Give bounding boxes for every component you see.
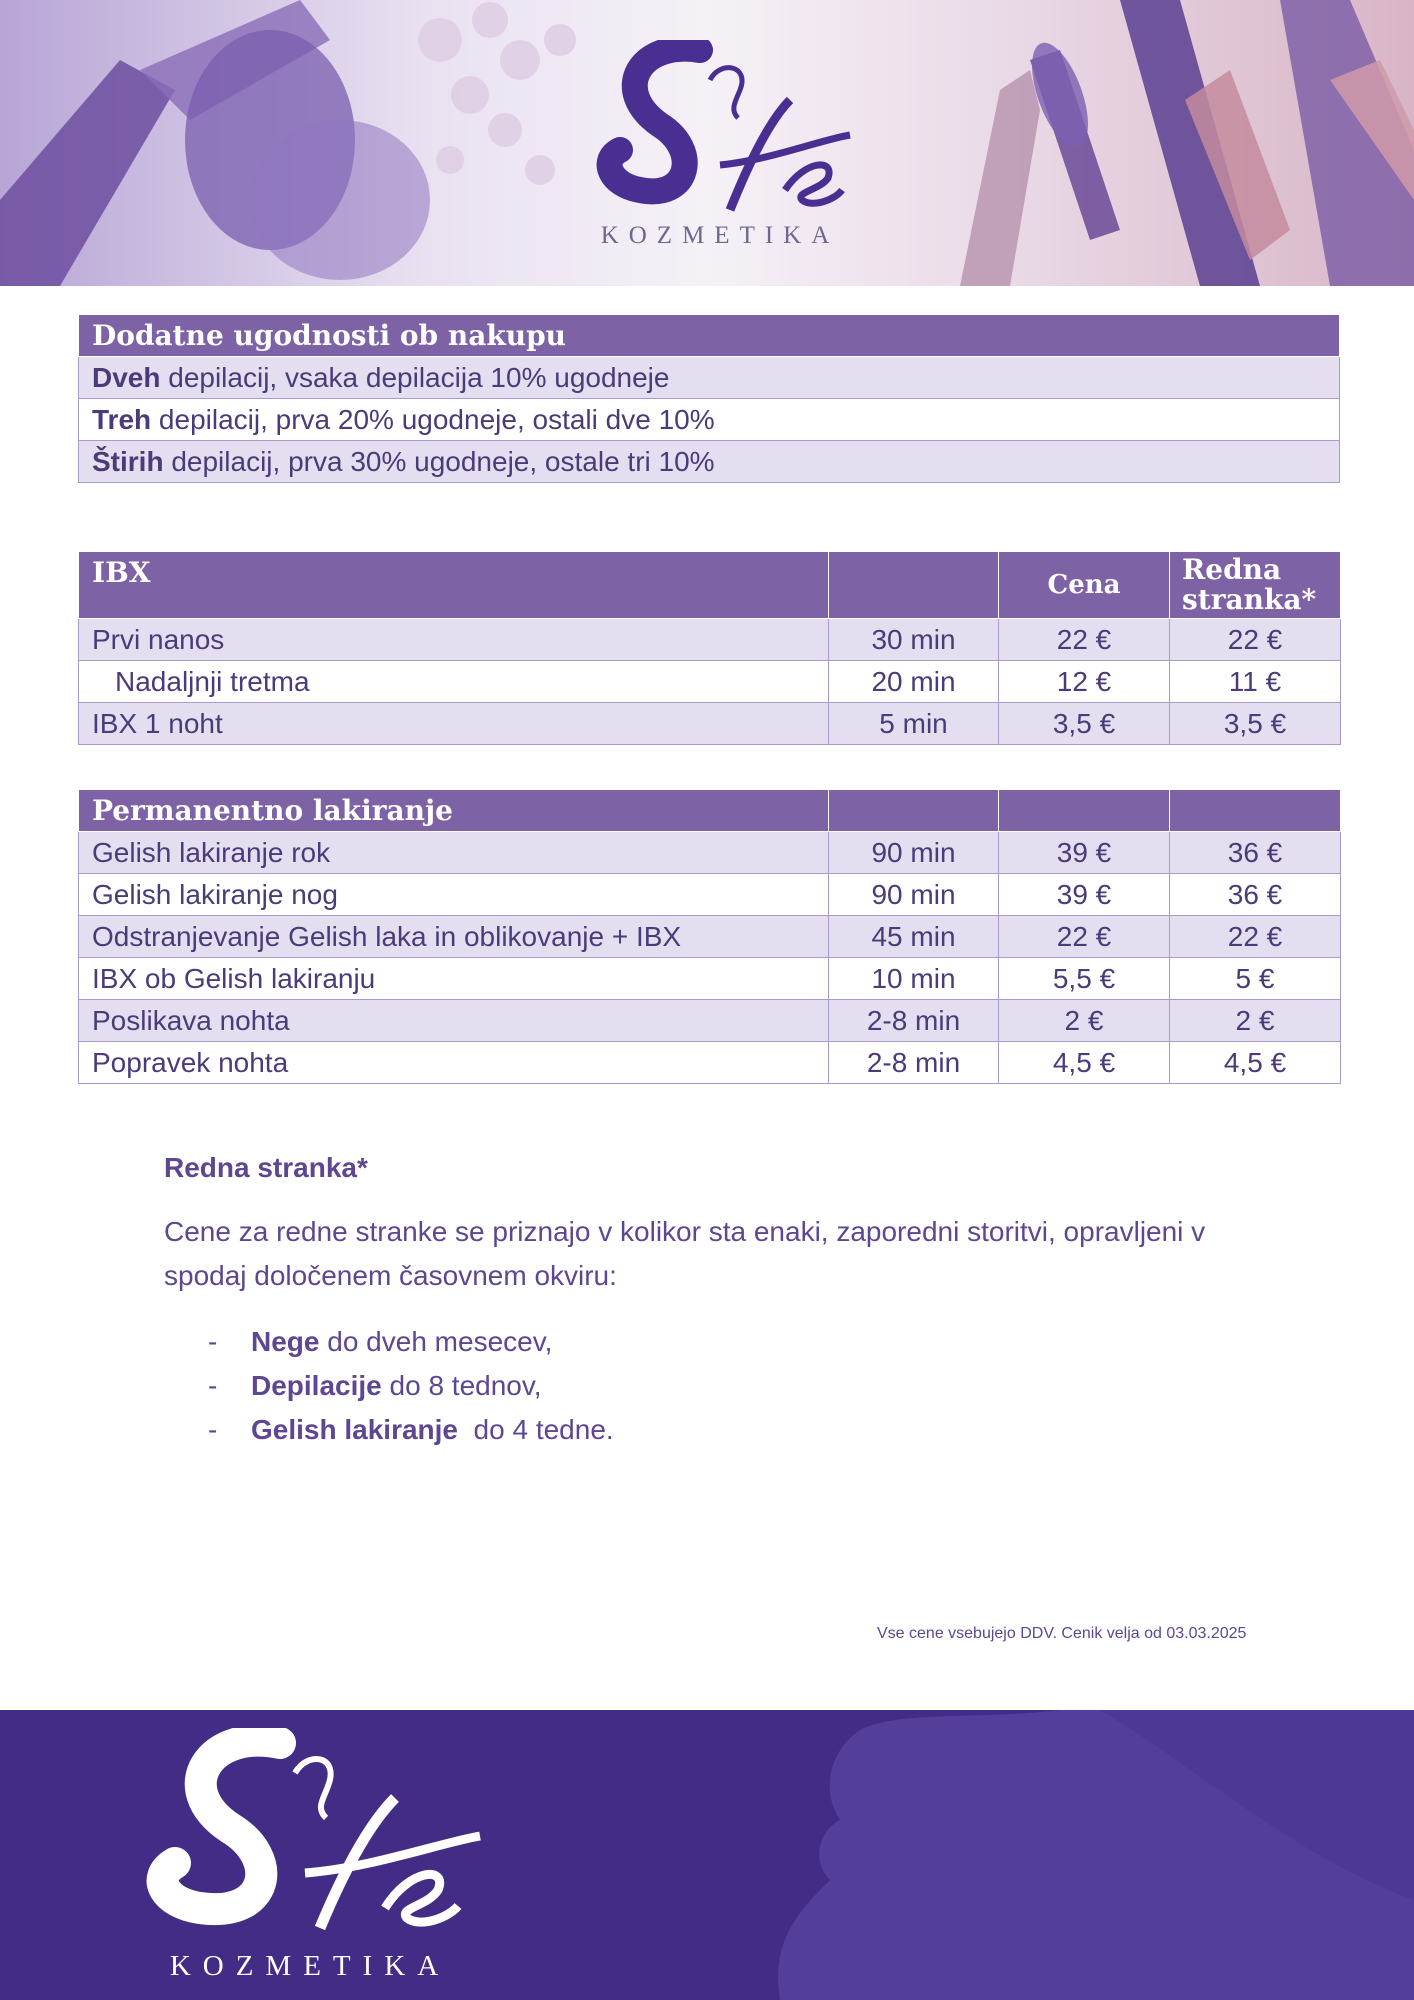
service-time: 5 min [829,703,999,745]
service-time: 20 min [829,661,999,703]
service-price: 2 € [999,1000,1170,1042]
service-name: IBX ob Gelish lakiranju [79,958,829,1000]
service-name: Odstranjevanje Gelish laka in oblikovanje + IBX [79,916,829,958]
note-list [164,1320,1274,1452]
brand-subtitle: KOZMETIKA [600,222,840,249]
header-empty-cell [1170,790,1341,832]
list-item [164,1364,1274,1408]
permanent-polish-table [78,789,1341,1084]
ibx-table [78,551,1341,745]
regular-column-header [1170,552,1341,619]
service-price: 39 € [999,874,1170,916]
service-regular-price: 5 € [1170,958,1341,1000]
service-time: 45 min [829,916,999,958]
discount-text: depilacij, prva 30% ugodneje, ostale tri 10% [163,445,715,477]
table-row [79,441,1340,483]
table-row [79,832,1341,874]
table-row [79,874,1341,916]
list-item-text: do 8 tednov, [381,1370,542,1401]
table-row [79,1000,1341,1042]
discount-count: Štirih [92,445,164,477]
discount-cell [79,357,1340,399]
regular-customer-note [164,1152,1274,1452]
service-time: 90 min [829,874,999,916]
service-name: Gelish lakiranje rok [79,832,829,874]
service-time: 90 min [829,832,999,874]
list-item-text: do dveh mesecev, [319,1326,553,1357]
list-item-text: do 4 tedne. [458,1414,614,1445]
ibx-title: IBX [79,552,829,619]
table-row [79,958,1341,1000]
service-regular-price: 3,5 € [1170,703,1341,745]
discount-cell [79,399,1340,441]
list-item [164,1408,1274,1452]
service-time: 30 min [829,619,999,661]
service-price: 39 € [999,832,1170,874]
service-time: 10 min [829,958,999,1000]
service-price: 5,5 € [999,958,1170,1000]
she-logo-white-icon [130,1728,510,1933]
header-empty-cell [829,552,999,619]
table-row [79,399,1340,441]
header-banner [0,0,1414,286]
service-price: 22 € [999,619,1170,661]
she-logo-icon [580,40,860,220]
table-row [79,703,1341,745]
table-header [79,552,1341,619]
table-row [79,619,1341,661]
table-row [79,661,1341,703]
list-item [164,1320,1274,1364]
list-item-bold: Depilacije [251,1370,382,1401]
table-row [79,357,1340,399]
price-column-header: Cena [999,552,1170,619]
service-name: IBX 1 noht [79,703,829,745]
list-item-bold: Nege [251,1326,320,1357]
note-body: Cene za redne stranke se priznajo v kolikor sta enaki, zaporedni storitvi, opravljeni v spodaj določenem časovnem okviru: [164,1216,1206,1291]
service-regular-price: 22 € [1170,619,1341,661]
discount-cell [79,441,1340,483]
service-name: Gelish lakiranje nog [79,874,829,916]
service-regular-price: 22 € [1170,916,1341,958]
table-row [79,1042,1341,1084]
list-item-bold: Gelish lakiranje [251,1414,458,1445]
permanent-title: Permanentno lakiranje [79,790,829,832]
header-empty-cell [999,790,1170,832]
note-heading: Redna stranka* [164,1152,368,1183]
discount-count: Treh [92,403,152,435]
service-price: 4,5 € [999,1042,1170,1084]
bottom-logo [130,1728,510,1982]
discounts-title: Dodatne ugodnosti ob nakupu [79,315,1340,357]
discount-text: depilacij, prva 20% ugodneje, ostali dve 10% [151,403,715,435]
service-regular-price: 11 € [1170,661,1341,703]
brand-subtitle-white: KOZMETIKA [169,1950,451,1982]
discounts-table [78,314,1340,483]
service-price: 12 € [999,661,1170,703]
regular-header-line2: stranka* [1182,583,1317,616]
table-header [79,790,1341,832]
header-empty-cell [829,790,999,832]
discount-text: depilacij, vsaka depilacija 10% ugodneje [160,361,670,393]
service-regular-price: 4,5 € [1170,1042,1341,1084]
service-name: Nadaljnji tretma [79,661,829,703]
footer-band [0,1710,1414,2000]
service-name: Poslikava nohta [79,1000,829,1042]
list-dash: - [208,1370,218,1401]
service-regular-price: 36 € [1170,832,1341,874]
service-price: 22 € [999,916,1170,958]
service-regular-price: 2 € [1170,1000,1341,1042]
vat-note: Vse cene vsebujejo DDV. Cenik velja od 03.03.2025 [877,1625,1247,1642]
service-time: 2-8 min [829,1000,999,1042]
service-regular-price: 36 € [1170,874,1341,916]
service-price: 3,5 € [999,703,1170,745]
service-name: Prvi nanos [79,619,829,661]
table-row [79,916,1341,958]
discount-count: Dveh [92,361,161,393]
list-dash: - [208,1414,218,1445]
top-logo [580,40,860,255]
regular-header-line1: Redna [1182,553,1282,586]
service-time: 2-8 min [829,1042,999,1084]
list-dash: - [208,1326,218,1357]
table-header [79,315,1340,357]
service-name: Popravek nohta [79,1042,829,1084]
